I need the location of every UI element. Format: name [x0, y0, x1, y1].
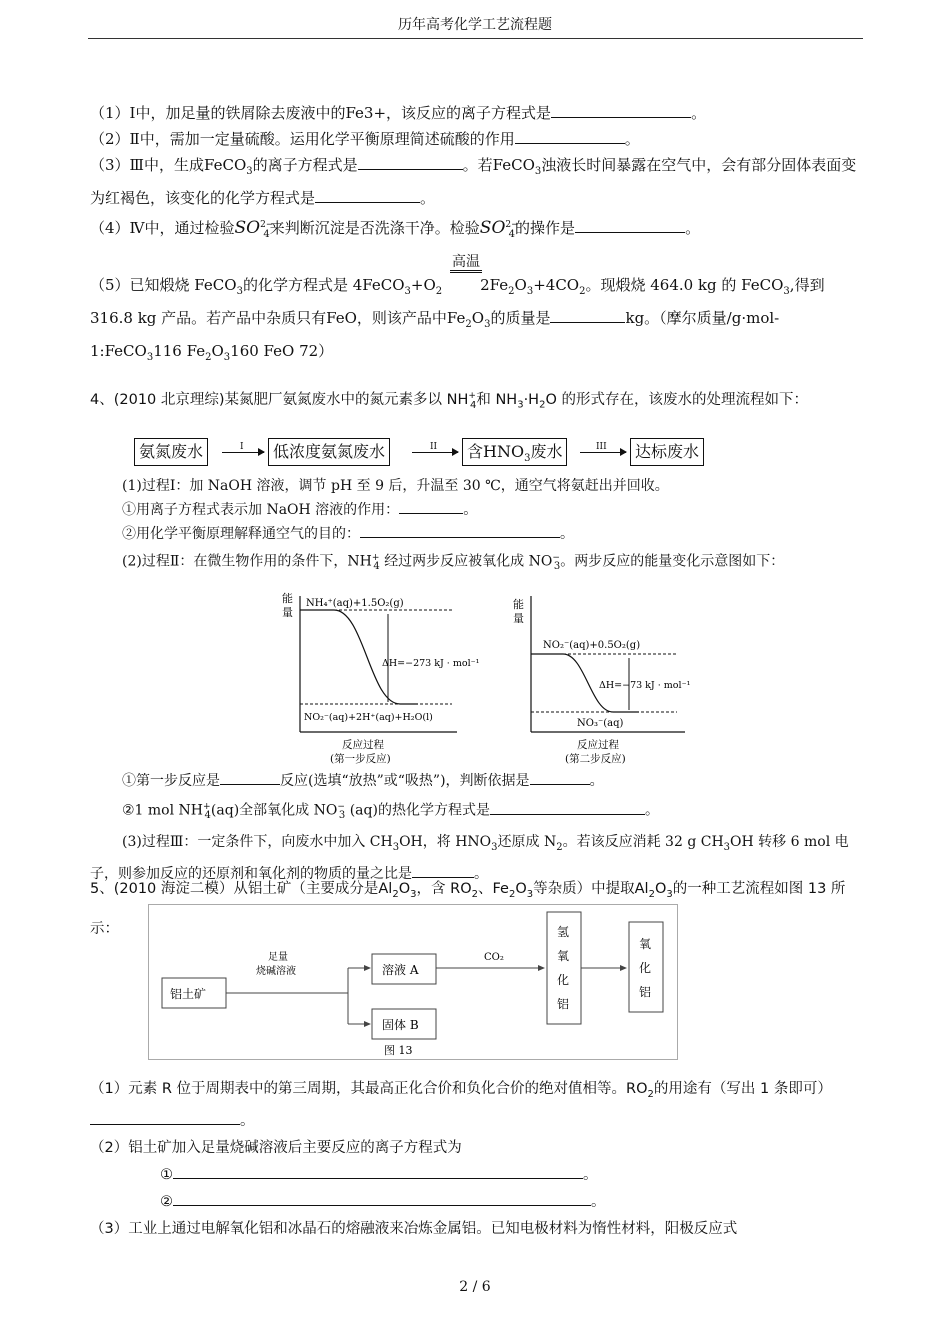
q5-part2: （2）铝土矿加入足量烧碱溶液后主要反应的离子方程式为 — [90, 1139, 462, 1156]
q4-step2-questions — [90, 768, 865, 887]
flow-arrow-3 — [580, 452, 626, 453]
q4-step2a: ①第一步反应是 反应(选填“放热”或“吸热”)，判断依据是 。 — [90, 768, 865, 794]
answer-blank[interactable] — [220, 770, 280, 785]
label-reagent-a: 足量 — [268, 952, 288, 963]
answer-blank[interactable] — [360, 523, 560, 538]
flow-box-hno3-wastewater: 含$HNO_3$废水 — [462, 438, 567, 466]
chart2-xlabel: 反应过程 — [577, 739, 619, 751]
answer-blank[interactable] — [551, 103, 691, 118]
chart2-ylabel-2: 量 — [513, 612, 524, 625]
chart2-bottom-label: NO₃⁻(aq) — [577, 718, 624, 729]
q4-step2-text: (2)过程Ⅱ：在微生物作用的条件下，$NH^+_4$ 经过两步反应被氧化成 $NO^-_3$。两步反应的能量变化示意图如下： — [122, 553, 785, 573]
q5-part2-eq2: ② 。 — [90, 1189, 865, 1216]
chart1-ylabel-1: 能 — [282, 592, 293, 605]
q3-part2: （2）Ⅱ中，需加一定量硫酸。运用化学平衡原理简述硫酸的作用 。 — [90, 130, 640, 148]
energy-diagram-step2 — [505, 586, 695, 766]
flow-box-ammonia-wastewater: 氨氮废水 — [134, 438, 208, 466]
flow-box-compliant-wastewater: 达标废水 — [630, 438, 704, 466]
q4-step3: (3)过程Ⅲ：一定条件下，向废水中加入 $CH_3OH$，将 $HNO_3$还原成 $N_2$。若该反应消耗 32 g $CH_3OH$ 转移 6 mol 电子，则参加反应的还原剂和氧化剂的物质的量之比是 。 — [90, 834, 849, 883]
label-reagent-b: 烧碱溶液 — [256, 966, 296, 977]
flow-arrow-label-3: III — [596, 442, 607, 452]
label-co2: CO₂ — [484, 952, 504, 963]
q4-step1b: ②用化学平衡原理解释通空气的目的： 。 — [90, 522, 865, 546]
chart2-dh-label: ΔH=−73 kJ · mol⁻¹ — [599, 680, 691, 691]
q5-questions — [90, 1076, 865, 1243]
chart1-ylabel-2: 量 — [282, 606, 293, 619]
q4-step1-text: (1)过程Ⅰ：加 NaOH 溶液，调节 pH 至 9 后，升温至 30 ℃，通空气将氨赶出并回收。 — [122, 478, 669, 494]
chart1-bottom-label: NO₂⁻(aq)+2H⁺(aq)+H₂O(l) — [304, 712, 433, 723]
flow-arrow-label-1: I — [240, 442, 244, 452]
q3-part5: （5）已知煅烧 FeCO$_3$的化学方程式是 $4FeCO_3+O_2$ $2Fe_2O_3+4CO_2$。现煅烧 464.0 kg 的 FeCO$_3$,得到 316.8 kg 产品。若产品中杂质只有FeO，则该产品中$Fe_2O_3$的质量是 kg。（摩尔质量/g·mol-1:FeCO$_3$116 $Fe_2O_3160$ FeO 72） — [90, 276, 825, 363]
q5-part1: （1）元素 R 位于周期表中的第三周期，其最高正化合价和负化合价的绝对值相等。$RO_2$的用途有（写出 1 条即可）。 — [90, 1081, 832, 1129]
figure-13-flow-diagram — [148, 904, 678, 1060]
chart1-dh-label: ΔH=−273 kJ · mol⁻¹ — [382, 658, 480, 669]
answer-blank[interactable] — [530, 770, 590, 785]
chart2-top-label: NO₂⁻(aq)+0.5O₂(g) — [543, 640, 641, 651]
figure-frame — [149, 905, 678, 1060]
answer-blank[interactable] — [173, 1164, 583, 1179]
label-ore: 铝土矿 — [170, 987, 207, 1001]
answer-blank[interactable] — [90, 1110, 240, 1125]
flow-box-low-ammonia-wastewater: 低浓度氨氮废水 — [268, 438, 390, 466]
answer-blank[interactable] — [550, 308, 625, 323]
q3-block — [90, 100, 865, 211]
label-aluminum-hydroxide: 氢氧化铝 — [557, 925, 570, 1011]
q4-step2b: ②1 mol $NH^+_4(aq)$全部氧化成 $NO^-_3$ (aq)的热化学方程式是 。 — [90, 794, 865, 829]
answer-blank[interactable] — [575, 218, 685, 233]
flow-arrow-1 — [222, 452, 264, 453]
answer-blank[interactable] — [490, 800, 645, 815]
label-solid-b: 固体 B — [382, 1018, 419, 1032]
q3-part1: （1）Ⅰ中，加足量的铁屑除去废液中的Fe3+，该反应的离子方程式是 。 — [90, 104, 707, 122]
energy-diagram-step1 — [272, 586, 480, 766]
q4-intro: 4、(2010 北京理综)某氮肥厂氨氮废水中的氮元素多以 $NH^+_4$和 $NH_3\cdot H_2O$ 的形式存在，该废水的处理流程如下： — [90, 391, 808, 411]
q5-part2-eq1: ① 。 — [90, 1162, 865, 1189]
q3-part3: （3）Ⅲ中，生成FeCO$_3$的离子方程式是 。若FeCO$_3$浊液长时间暴露在空气中，会有部分固体表面变为红褐色，该变化的化学方程式是 。 — [90, 156, 857, 207]
chart1-caption: (第一步反应) — [330, 753, 391, 765]
q5-intro: 5、(2010 海淀二模）从铝土矿（主要成分是$Al_2O_3$，含 $RO_2$、$Fe_2O_3$等杂质）中提取$Al_2O_3$的一种工艺流程如图 13 所示： — [90, 881, 846, 937]
answer-blank[interactable] — [315, 188, 420, 203]
page-header: 历年高考化学工艺流程题 — [398, 17, 552, 33]
label-aluminum-oxide: 氧化铝 — [639, 937, 652, 999]
chart1-energy-curve — [300, 610, 418, 704]
chart2-caption: (第二步反应) — [565, 753, 626, 765]
chart2-ylabel-1: 能 — [513, 598, 524, 611]
header-rule — [88, 38, 863, 39]
label-solution-a: 溶液 A — [382, 963, 419, 977]
answer-blank[interactable] — [515, 129, 625, 144]
answer-blank[interactable] — [358, 155, 463, 170]
figure-caption: 图 13 — [384, 1044, 413, 1057]
high-temp-condition: 高温 — [450, 254, 482, 273]
q3-part4: （4）Ⅳ中，通过检验$SO^{2-}_4$来判断沉淀是否洗涤干净。检验$SO^{2-}_4$的操作是 。 — [90, 218, 701, 240]
chart1-top-label: NH₄⁺(aq)+1.5O₂(g) — [306, 598, 404, 609]
q5-part3: （3）工业上通过电解氧化铝和冰晶石的熔融液来冶炼金属铝。已知电极材料为惰性材料，阳极反应式 — [90, 1220, 738, 1237]
answer-blank[interactable] — [173, 1191, 591, 1206]
q4-step1 — [90, 474, 865, 579]
answer-blank[interactable] — [399, 499, 463, 514]
flow-arrow-label-2: II — [430, 442, 438, 452]
chart1-xlabel: 反应过程 — [342, 739, 384, 751]
q4-step1a: ①用离子方程式表示加 NaOH 溶液的作用： 。 — [90, 498, 865, 522]
flow-arrow-2 — [412, 452, 458, 453]
page-number: 2 / 6 — [459, 1279, 491, 1295]
